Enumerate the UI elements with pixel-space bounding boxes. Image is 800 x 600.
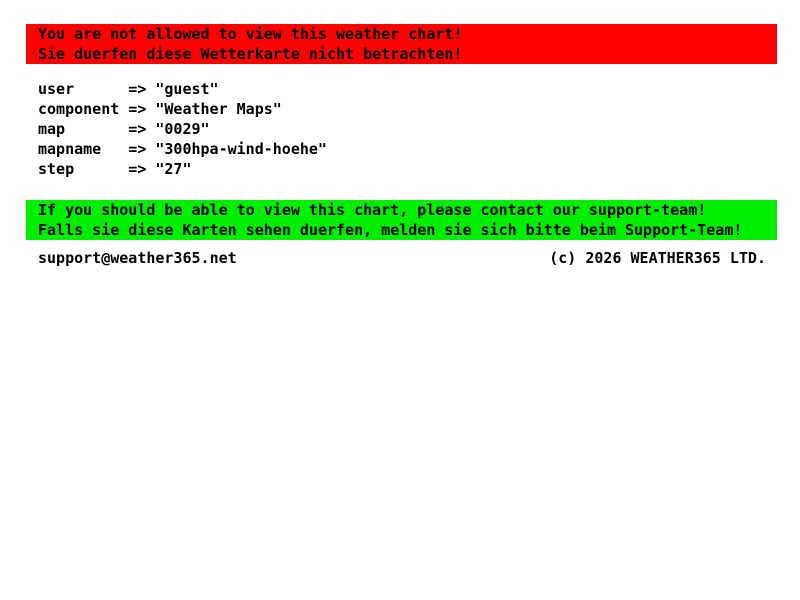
detail-value: "Weather Maps": [155, 100, 282, 118]
support-info-banner: [26, 200, 777, 240]
detail-arrow: =>: [128, 160, 147, 178]
detail-arrow: =>: [128, 100, 147, 118]
support-info-line-en: If you should be able to view this chart, please contact our support-team!: [38, 201, 707, 219]
detail-key: component: [38, 100, 120, 118]
detail-arrow: =>: [128, 120, 147, 138]
access-denied-banner: [26, 24, 777, 64]
detail-row-step: [38, 159, 777, 179]
detail-row-user: [38, 79, 777, 99]
access-denied-line-en: You are not allowed to view this weather chart!: [38, 25, 463, 43]
detail-key: mapname: [38, 140, 102, 158]
detail-key: step: [38, 160, 75, 178]
detail-key: user: [38, 80, 75, 98]
support-info-line-de: Falls sie diese Karten sehen duerfen, melden sie sich bitte beim Support-Team!: [38, 221, 743, 239]
detail-row-mapname: [38, 139, 777, 159]
detail-arrow: =>: [128, 80, 147, 98]
support-email: support@weather365.net: [38, 249, 237, 267]
detail-value: "guest": [155, 80, 219, 98]
request-details-block: [38, 79, 777, 179]
detail-key: map: [38, 120, 66, 138]
access-denied-line-de: Sie duerfen diese Wetterkarte nicht betrachten!: [38, 45, 463, 63]
detail-row-component: [38, 99, 777, 119]
detail-row-map: [38, 119, 777, 139]
detail-arrow: =>: [128, 140, 147, 158]
copyright-notice: (c) 2026 WEATHER365 LTD.: [549, 249, 766, 267]
detail-value: "27": [155, 160, 192, 178]
error-page: [26, 24, 777, 268]
detail-value: "300hpa-wind-hoehe": [155, 140, 327, 158]
detail-value: "0029": [155, 120, 210, 138]
footer: [26, 248, 777, 268]
